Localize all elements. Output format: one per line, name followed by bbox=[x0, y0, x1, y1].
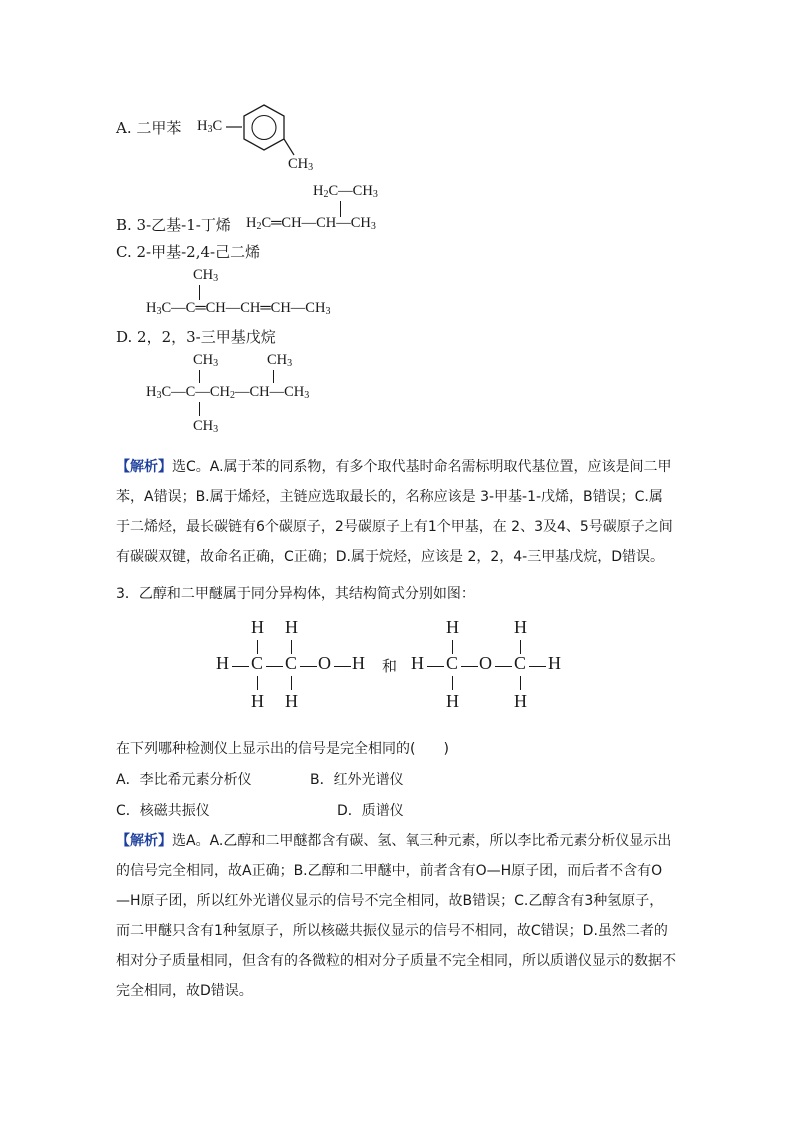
option-d-top-group-2: $CH_3$ bbox=[267, 352, 293, 369]
analysis-2-tag: 【解析】 bbox=[116, 833, 172, 849]
option-3d: D．质谱仪 bbox=[337, 803, 404, 819]
question-3-prompt: 在下列哪种检测仪上显示出的信号是完全相同的( ) bbox=[116, 741, 449, 757]
option-a-label: A. 二甲苯 bbox=[116, 119, 182, 137]
option-c-chain: $H_3C—C═CH—CH═CH—CH_3$ bbox=[146, 300, 331, 317]
option-b-chain: $H_2C═CH—CH—CH_3$ bbox=[246, 215, 376, 232]
analysis-1-tag: 【解析】 bbox=[116, 459, 172, 475]
option-b-label: B. 3-乙基-1-丁烯 bbox=[116, 216, 231, 234]
and-word: 和 bbox=[382, 657, 398, 675]
analysis-2 bbox=[116, 826, 676, 1006]
option-3a: A．李比希元素分析仪 bbox=[116, 772, 252, 788]
analysis-1 bbox=[116, 452, 676, 572]
analysis-2-text: 选A。A.乙醇和二甲醚都含有碳、氢、氧三种元素，所以李比希元素分析仪显示出的信号完全相同，故A正确；B.乙醇和二甲醚中，前者含有O—H原子团，而后者不含有O—H原子团，所以红外光谱仪显示的信号不完全相同，故B错误；C.乙醇含有3种氢原子，而二甲醚只含有1种氢原子，所以核磁共振仪显示的信号不相同，故C错误；D.虽然二者的相对分子质量相同，但含有的各微粒的相对分子质量不完全相同，所以质谱仪显示的数据不完全相同，故D错误。 bbox=[116, 833, 676, 999]
option-d-top-group-1: $CH_3$ bbox=[193, 352, 219, 369]
option-3c: C．核磁共振仪 bbox=[116, 803, 210, 819]
question-3-stem: 3．乙醇和二甲醚属于同分异构体，其结构简式分别如图： bbox=[116, 586, 475, 602]
option-c-label: C. 2-甲基-2,4-己二烯 bbox=[116, 243, 261, 261]
option-a-right-group: $CH_3$ bbox=[288, 156, 314, 173]
option-d-bottom-group: $CH_3$ bbox=[193, 418, 219, 435]
document-page: A. 二甲苯 $H_3C$ $CH_3$ $H_2C—CH_3$ B. 3-乙基-1-丁烯 $H_2C═CH—CH—CH_3$ C. 2-甲基-2,4-己二烯 $CH_3$ $H_3C—C═CH—CH═CH—CH_3$ D. 2，2，3-三甲基戊烷 $CH_3$ $CH_3$ $H_3C—C—CH_2—CH—CH_3$ $CH_3$ 【解析】选C。A.属于苯的同系物，有多个取代基时命名需标明取代基位置，应该是间二甲苯，A错误；B.属于烯烃，主链应选取最长的，名称应该是 3-甲基-1-戊烯，B错误；C.属于二烯烃，最长碳链有6个碳原子，2号碳原子上有1个甲基，在 2、3及4、5号碳原子之间有碳碳双键，故命名正确，C正确；D.属于烷烃，应该是 2，2，4-三甲基戊烷，D错误。 3．乙醇和二甲醚属于同分异构体，其结构简式分别如图： H H H C C O H H H 和 H H H C O C H H H 在下列哪种检测仪上显示出的信号是完全相同的( ) A．李比希元素分析仪 B．红外光谱仪 C．核磁共振仪 D．质谱仪 【解析】选A。A.乙醇和二甲醚都含有碳、氢、氧三种元素，所以李比希元素分析仪显示出的信号完全相同，故A正确；B.乙醇和二甲醚中，前者含有O—H原子团，而后者不含有O—H原子团，所以红外光谱仪显示的信号不完全相同，故B错误；C.乙醇含有3种氢原子，而二甲醚只含有1种氢原子，所以核磁共振仪显示的信号不相同，故C错误；D.虽然二者的相对分子质量相同，但含有的各微粒的相对分子质量不完全相同，所以质谱仪显示的数据不完全相同，故D错误。 bbox=[0, 0, 793, 1122]
option-3b: B．红外光谱仪 bbox=[310, 772, 404, 788]
option-a-left-group: $H_3C$ bbox=[197, 118, 223, 135]
option-b-top-group: $H_2C—CH_3$ bbox=[313, 183, 378, 200]
option-d-label: D. 2，2，3-三甲基戊烷 bbox=[116, 328, 276, 346]
option-c-top-group: $CH_3$ bbox=[193, 267, 219, 284]
option-d-chain: $H_3C—C—CH_2—CH—CH_3$ bbox=[146, 384, 310, 401]
analysis-1-text: 选C。A.属于苯的同系物，有多个取代基时命名需标明取代基位置，应该是间二甲苯，A错误；B.属于烯烃，主链应选取最长的，名称应该是 3-甲基-1-戊烯，B错误；C.属于二烯烃，最长碳链有6个碳原子，2号碳原子上有1个甲基，在 2、3及4、5号碳原子之间有碳碳双键，故命名正确，C正确；D.属于烷烃，应该是 2，2，4-三甲基戊烷，D错误。 bbox=[116, 459, 673, 565]
